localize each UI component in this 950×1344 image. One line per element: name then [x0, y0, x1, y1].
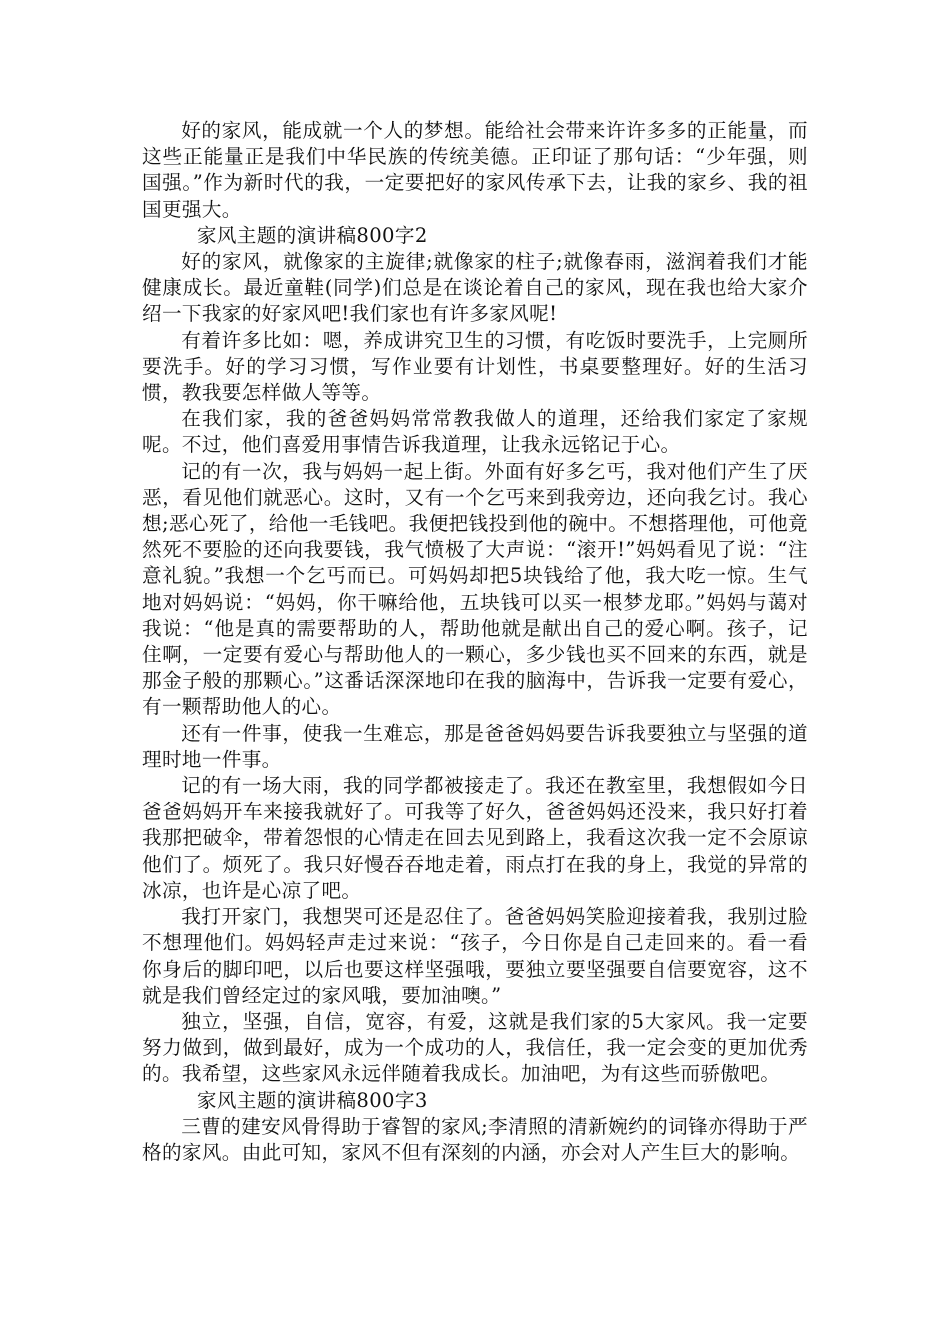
paragraph: 还有一件事，使我一生难忘，那是爸爸妈妈要告诉我要独立与坚强的道理时地一件事。: [142, 721, 808, 771]
paragraph: 好的家风，就像家的主旋律;就像家的柱子;就像春雨，滋润着我们才能健康成长。最近童鞋(同学)们总是在谈论着自己的家风，现在我也给大家介绍一下我家的好家风吧!我们家也有许多家风呢!: [142, 250, 808, 326]
paragraph: 在我们家，我的爸爸妈妈常常教我做人的道理，还给我们家定了家规呢。不过，他们喜爱用事情告诉我道理，让我永远铭记于心。: [142, 407, 808, 457]
paragraph: 好的家风，能成就一个人的梦想。能给社会带来许许多多的正能量，而这些正能量正是我们中华民族的传统美德。正印证了那句话：“少年强，则国强。”作为新时代的我，一定要把好的家风传承下去，让我的家乡、我的祖国更强大。: [142, 119, 808, 221]
paragraph: 独立，坚强，自信，宽容，有爱，这就是我们家的5大家风。我一定要努力做到，做到最好，成为一个成功的人，我信任，我一定会变的更加优秀的。我希望，这些家风永远伴随着我成长。加油吧，为有这些而骄傲吧。: [142, 1009, 808, 1086]
paragraph: 有着许多比如：嗯，养成讲究卫生的习惯，有吃饭时要洗手，上完厕所要洗手。好的学习习惯，写作业要有计划性，书桌要整理好。好的生活习惯，教我要怎样做人等等。: [142, 328, 808, 405]
paragraph: 记的有一场大雨，我的同学都被接走了。我还在教室里，我想假如今日爸爸妈妈开车来接我就好了。可我等了好久，爸爸妈妈还没来，我只好打着我那把破伞，带着怨恨的心情走在回去见到路上，我看这次我一定不会原谅他们了。烦死了。我只好慢吞吞地走着，雨点打在我的身上，我觉的异常的冰凉，也许是心凉了吧。: [142, 774, 808, 902]
section-heading: 家风主题的演讲稿800字2: [196, 223, 428, 247]
paragraph: 三曹的建安风骨得助于睿智的家风;李清照的清新婉约的词锋亦得助于严格的家风。由此可知，家风不但有深刻的内涵，亦会对人产生巨大的影响。: [142, 1114, 808, 1164]
section-heading: 家风主题的演讲稿800字3: [196, 1088, 428, 1112]
paragraph: 记的有一次，我与妈妈一起上街。外面有好多乞丐，我对他们产生了厌恶，看见他们就恶心。这时，又有一个乞丐来到我旁边，还向我乞讨。我心想;恶心死了，给他一毛钱吧。我便把钱投到他的碗中。不想搭理他，可他竟然死不要脸的还向我要钱，我气愤极了大声说：“滚开!”妈妈看见了说：“注意礼貌。”我想一个乞丐而已。可妈妈却把5块钱给了他，我大吃一惊。生气地对妈妈说：“妈妈，你干嘛给他，五块钱可以买一根梦龙耶。”妈妈与蔼对我说：“他是真的需要帮助的人，帮助他就是献出自己的爱心啊。孩子，记住啊，一定要有爱心与帮助他人的一颗心，多少钱也买不回来的东西，就是那金子般的那颗心。”这番话深深地印在我的脑海中，告诉我一定要有爱心，有一颗帮助他人的心。: [142, 459, 808, 719]
document-page: [142, 118, 808, 1166]
paragraph: 我打开家门，我想哭可还是忍住了。爸爸妈妈笑脸迎接着我，我别过脸不想理他们。妈妈轻声走过来说：“孩子，今日你是自己走回来的。看一看你身后的脚印吧，以后也要这样坚强哦，要独立要坚强要自信要宽容，这不就是我们曾经定过的家风哦，要加油噢。”: [142, 905, 808, 1007]
